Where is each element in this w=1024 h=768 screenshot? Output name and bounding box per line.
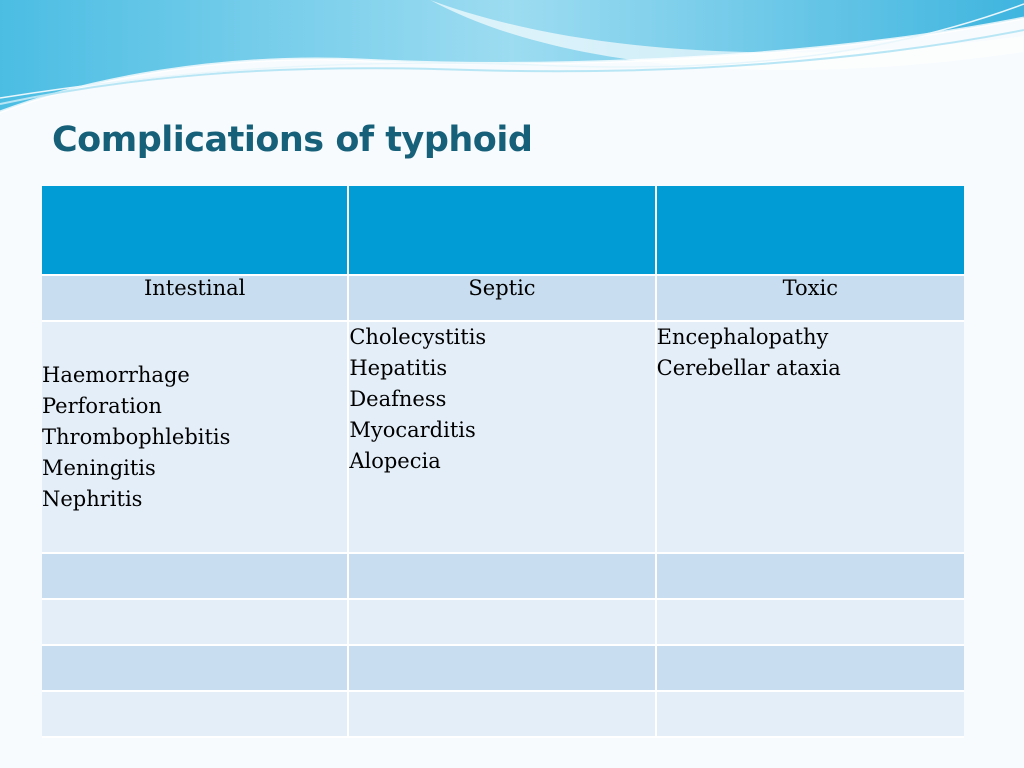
empty-cell <box>349 692 656 738</box>
empty-cell <box>349 554 656 600</box>
empty-cell <box>657 600 964 646</box>
table-header-row <box>42 186 964 276</box>
empty-cell <box>42 554 349 600</box>
empty-cell <box>42 600 349 646</box>
complications-row <box>42 322 964 554</box>
list-item: Myocarditis <box>349 418 476 442</box>
septic-cell <box>349 322 656 554</box>
wave-decoration <box>0 0 1024 140</box>
complications-table <box>42 186 964 738</box>
list-item: Alopecia <box>349 449 441 473</box>
empty-row <box>42 692 964 738</box>
slide-title: Complications of typhoid <box>52 120 533 160</box>
empty-row <box>42 646 964 692</box>
empty-row <box>42 600 964 646</box>
empty-cell <box>42 646 349 692</box>
intestinal-cell <box>42 322 349 554</box>
category-intestinal: Intestinal <box>42 276 349 322</box>
list-item: Thrombophlebitis <box>42 424 231 449</box>
header-cell <box>349 186 656 276</box>
category-septic: Septic <box>349 276 656 322</box>
list-item: Hepatitis <box>349 356 448 380</box>
empty-cell <box>657 646 964 692</box>
category-row <box>42 276 964 322</box>
empty-cell <box>657 554 964 600</box>
empty-cell <box>349 600 656 646</box>
list-item: Nephritis <box>42 486 143 511</box>
empty-cell <box>657 692 964 738</box>
list-item: Encephalopathy <box>656 325 829 349</box>
empty-cell <box>349 646 656 692</box>
list-item: Cholecystitis <box>349 325 487 349</box>
category-toxic: Toxic <box>657 276 964 322</box>
header-cell <box>42 186 349 276</box>
list-item: Deafness <box>349 387 447 411</box>
list-item: Haemorrhage <box>42 362 190 387</box>
list-item: Meningitis <box>42 455 156 480</box>
list-item: Perforation <box>42 393 162 418</box>
list-item: Cerebellar ataxia <box>656 356 841 380</box>
empty-row <box>42 554 964 600</box>
empty-cell <box>42 692 349 738</box>
toxic-cell <box>657 322 964 554</box>
header-cell <box>657 186 964 276</box>
